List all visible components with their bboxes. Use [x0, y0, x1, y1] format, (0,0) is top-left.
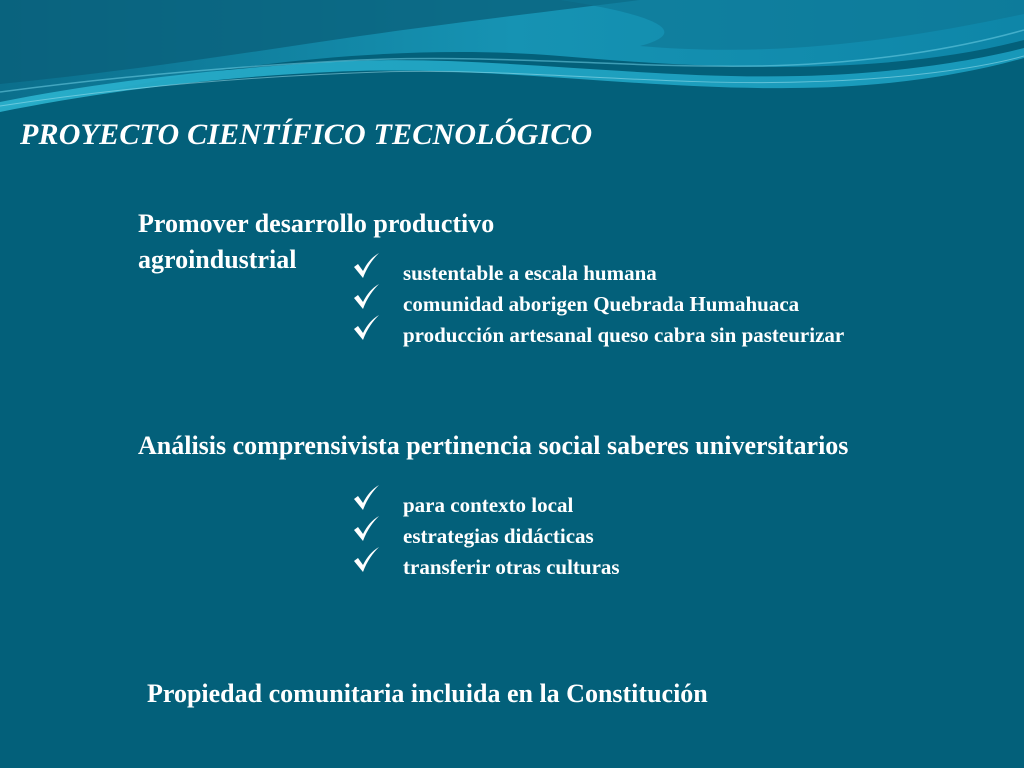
list-item-text: comunidad aborigen Quebrada Humahuaca [403, 292, 800, 316]
list-item-text: transferir otras culturas [403, 555, 620, 579]
checkmark-icon [352, 252, 380, 280]
checkmark-icon [352, 546, 380, 574]
slide-title: PROYECTO CIENTÍFICO TECNOLÓGICO [20, 118, 593, 151]
list-item-text: sustentable a escala humana [403, 261, 657, 285]
checkmark-icon [352, 314, 380, 342]
section-2-heading: Análisis comprensivista pertinencia social saberes universitarios [138, 431, 849, 460]
checkmark-icon [352, 283, 380, 311]
decorative-wave-header [0, 0, 1024, 120]
section-1-heading-line-2: agroindustrial [138, 245, 297, 274]
list-item-text: estrategias didácticas [403, 524, 594, 548]
footer-statement: Propiedad comunitaria incluida en la Constitución [147, 679, 708, 708]
list-item-text: producción artesanal queso cabra sin pasteurizar [403, 323, 845, 347]
checkmark-icon [352, 515, 380, 543]
list-item-text: para contexto local [403, 493, 574, 517]
section-1-heading-line-1: Promover desarrollo productivo [138, 209, 495, 238]
checkmark-icon [352, 484, 380, 512]
